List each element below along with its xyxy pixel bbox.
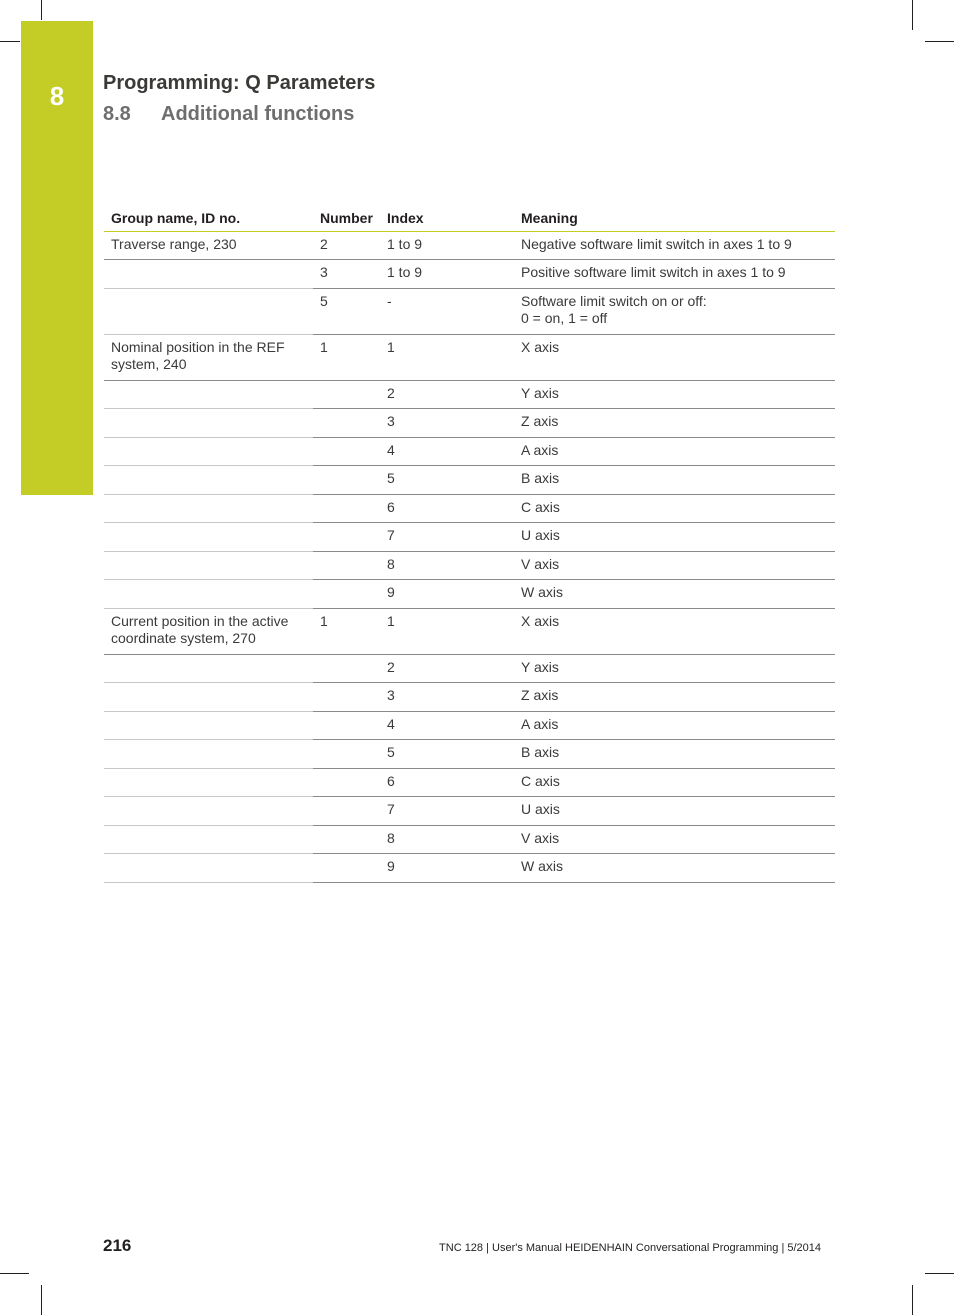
table-row — [104, 825, 835, 854]
cell-index: 8 — [380, 825, 514, 854]
cell-number — [313, 768, 380, 797]
cell-group — [104, 466, 313, 495]
table-row — [104, 494, 835, 523]
column-header-meaning: Meaning — [514, 206, 835, 231]
cell-index: 3 — [380, 409, 514, 438]
cell-number: 3 — [313, 260, 380, 289]
cell-number: 1 — [313, 608, 380, 654]
crop-mark — [925, 41, 954, 42]
column-header-group: Group name, ID no. — [104, 206, 313, 231]
table-row — [104, 580, 835, 609]
cell-group — [104, 683, 313, 712]
table-row — [104, 380, 835, 409]
table-row — [104, 523, 835, 552]
meaning-line: U axis — [521, 527, 560, 543]
cell-meaning — [514, 523, 835, 552]
cell-group — [104, 580, 313, 609]
cell-index: 1 to 9 — [380, 231, 514, 260]
meaning-line: Negative software limit switch in axes 1 to 9 — [521, 235, 792, 252]
cell-number — [313, 711, 380, 740]
cell-index: 7 — [380, 523, 514, 552]
crop-mark — [0, 1273, 29, 1274]
cell-index: 5 — [380, 466, 514, 495]
crop-mark — [925, 1273, 954, 1274]
cell-group — [104, 494, 313, 523]
table-row — [104, 797, 835, 826]
cell-meaning — [514, 740, 835, 769]
section-heading — [103, 103, 355, 126]
cell-number — [313, 494, 380, 523]
table-row — [104, 711, 835, 740]
cell-group: Nominal position in the REF system, 240 — [104, 334, 313, 380]
meaning-line: X axis — [521, 338, 560, 355]
section-number: 8.8 — [103, 103, 131, 125]
cell-meaning — [514, 409, 835, 438]
cell-group — [104, 288, 313, 334]
meaning-line: Y axis — [521, 658, 559, 675]
meaning-line: 0 = on, 1 = off — [521, 310, 608, 326]
cell-meaning — [514, 380, 835, 409]
table-row — [104, 231, 835, 260]
cell-meaning — [514, 466, 835, 495]
meaning-line: Software limit switch on or off: — [521, 292, 707, 309]
cell-number — [313, 466, 380, 495]
meaning-line: A axis — [521, 715, 559, 732]
cell-group — [104, 854, 313, 883]
cell-meaning — [514, 334, 835, 380]
cell-group — [104, 437, 313, 466]
cell-index: 1 to 9 — [380, 260, 514, 289]
meaning-line: C axis — [521, 498, 560, 515]
cell-group — [104, 654, 313, 683]
cell-group: Traverse range, 230 — [104, 231, 313, 260]
cell-meaning — [514, 825, 835, 854]
cell-index: 1 — [380, 608, 514, 654]
meaning-line: W axis — [521, 584, 563, 600]
cell-meaning — [514, 437, 835, 466]
meaning-line: B axis — [521, 744, 560, 760]
table-row — [104, 260, 835, 289]
cell-group — [104, 768, 313, 797]
meaning-line: Z axis — [521, 687, 559, 703]
cell-meaning — [514, 231, 835, 260]
page-number: 216 — [103, 1236, 132, 1255]
cell-number: 5 — [313, 288, 380, 334]
cell-index: 6 — [380, 768, 514, 797]
cell-index: 6 — [380, 494, 514, 523]
parameter-table — [104, 206, 835, 883]
crop-mark — [41, 0, 42, 20]
cell-index: 3 — [380, 683, 514, 712]
table-row — [104, 768, 835, 797]
cell-index: 5 — [380, 740, 514, 769]
cell-number — [313, 409, 380, 438]
section-title: Additional functions — [161, 103, 355, 125]
meaning-line: W axis — [521, 858, 563, 874]
cell-number — [313, 437, 380, 466]
table-row — [104, 654, 835, 683]
cell-number: 1 — [313, 334, 380, 380]
cell-index: 9 — [380, 580, 514, 609]
cell-meaning — [514, 494, 835, 523]
cell-group: Current position in the active coordinate system, 270 — [104, 608, 313, 654]
table-row — [104, 334, 835, 380]
meaning-line: A axis — [521, 441, 559, 458]
cell-number — [313, 580, 380, 609]
cell-meaning — [514, 683, 835, 712]
cell-group — [104, 825, 313, 854]
table-body — [104, 231, 835, 882]
cell-index: 7 — [380, 797, 514, 826]
table-row — [104, 740, 835, 769]
table-row — [104, 437, 835, 466]
meaning-line: U axis — [521, 801, 560, 817]
cell-index: 8 — [380, 551, 514, 580]
cell-index: 2 — [380, 654, 514, 683]
cell-number — [313, 854, 380, 883]
cell-number — [313, 654, 380, 683]
cell-number — [313, 740, 380, 769]
cell-meaning — [514, 654, 835, 683]
chapter-number: 8 — [49, 81, 65, 111]
table-row — [104, 854, 835, 883]
cell-group — [104, 711, 313, 740]
cell-number — [313, 523, 380, 552]
cell-meaning — [514, 854, 835, 883]
cell-meaning — [514, 288, 835, 334]
cell-number — [313, 380, 380, 409]
cell-group — [104, 551, 313, 580]
cell-meaning — [514, 797, 835, 826]
table-row — [104, 288, 835, 334]
column-header-number: Number — [313, 206, 380, 231]
cell-index: 4 — [380, 711, 514, 740]
crop-mark — [0, 41, 20, 42]
table-row — [104, 608, 835, 654]
cell-meaning — [514, 768, 835, 797]
chapter-title: Programming: Q Parameters — [103, 72, 376, 94]
table-row — [104, 409, 835, 438]
column-header-index: Index — [380, 206, 514, 231]
cell-meaning — [514, 711, 835, 740]
meaning-line: Positive software limit switch in axes 1 to 9 — [521, 264, 786, 280]
chapter-tab — [21, 21, 93, 495]
cell-meaning — [514, 260, 835, 289]
meaning-line: B axis — [521, 470, 560, 486]
cell-group — [104, 260, 313, 289]
table-row — [104, 466, 835, 495]
meaning-line: Y axis — [521, 384, 559, 401]
table-row — [104, 683, 835, 712]
cell-group — [104, 797, 313, 826]
cell-meaning — [514, 580, 835, 609]
cell-meaning — [514, 608, 835, 654]
meaning-line: C axis — [521, 772, 560, 789]
cell-meaning — [514, 551, 835, 580]
table-row — [104, 551, 835, 580]
cell-group — [104, 380, 313, 409]
cell-number: 2 — [313, 231, 380, 260]
cell-index: 9 — [380, 854, 514, 883]
cell-index: 2 — [380, 380, 514, 409]
meaning-line: V axis — [521, 555, 560, 572]
crop-mark — [41, 1285, 42, 1315]
cell-number — [313, 683, 380, 712]
cell-group — [104, 523, 313, 552]
cell-number — [313, 551, 380, 580]
meaning-line: Z axis — [521, 413, 559, 429]
cell-number — [313, 825, 380, 854]
cell-index: - — [380, 288, 514, 334]
footer-text: TNC 128 | User's Manual HEIDENHAIN Conversational Programming | 5/2014 — [439, 1242, 821, 1254]
cell-index: 4 — [380, 437, 514, 466]
cell-group — [104, 740, 313, 769]
crop-mark — [912, 0, 913, 30]
cell-index: 1 — [380, 334, 514, 380]
crop-mark — [912, 1285, 913, 1315]
cell-group — [104, 409, 313, 438]
table-header-row — [104, 206, 835, 231]
meaning-line: X axis — [521, 612, 560, 629]
meaning-line: V axis — [521, 829, 560, 846]
cell-number — [313, 797, 380, 826]
